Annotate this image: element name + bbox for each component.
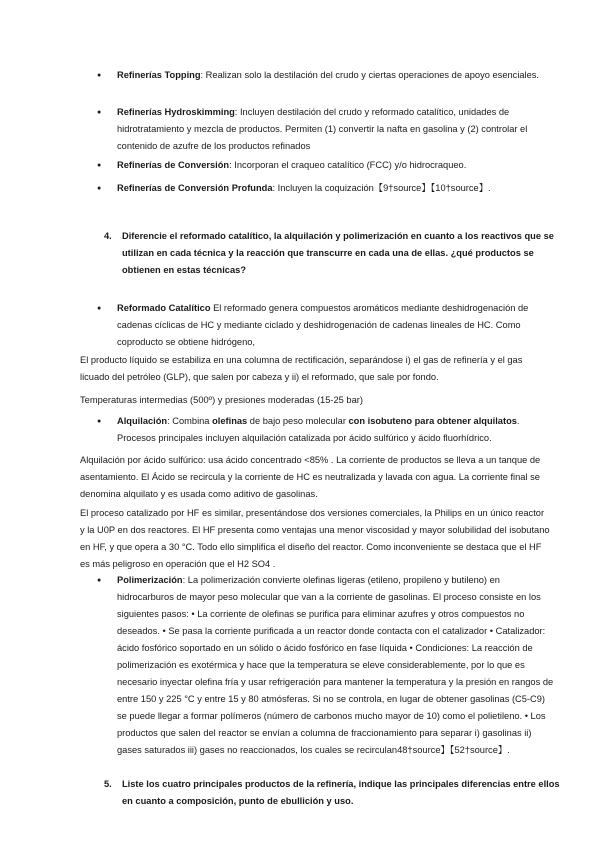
bullet-icon: ● <box>97 109 102 116</box>
bullet-icon: ● <box>97 72 102 79</box>
term: Alquilación <box>117 416 168 426</box>
bullet-icon: ● <box>97 185 102 192</box>
list-item-text <box>117 572 557 759</box>
term: Polimerización <box>117 575 183 585</box>
description: : Incorporan el craqueo catalítico (FCC) y/o hidrocraqueo. <box>229 160 467 170</box>
question-number: 5. <box>104 779 112 789</box>
list-item-text <box>117 300 557 351</box>
term: Reformado Catalítico <box>117 303 211 313</box>
bullet-icon: ● <box>97 577 102 584</box>
question-4-heading: Diferencie el reformado catalítico, la alquilación y polimerización en cuanto a los reactivos que se utilizan en cada técnica y la reacción que transcurre en cada una de ellas. ¿qué productos se obtienen en estas técnicas? <box>122 231 554 275</box>
list-item-text <box>117 413 557 447</box>
term: Refinerías de Conversión <box>117 160 230 170</box>
question-5-heading: Liste los cuatro principales productos de la refinería, indique las principales diferencias entre ellos en cuanto a composición, punto de ebullición y uso. <box>122 779 560 806</box>
emphasis: olefinas <box>212 416 248 426</box>
list-item-text <box>117 180 557 197</box>
description: : La polimerización convierte olefinas ligeras (etileno, propileno y butileno) en hidrocarburos de mayor peso molecular que van a la corriente de gasolinas. El proceso consiste en los siguientes pasos: • La corriente de olefinas se purifica para eliminar azufres y otros compuestos no deseados. • Se pasa la corriente purificada a un reactor donde contacta con el catalizador • Catalizador: ácido fosfórico soportado en un sólido o ácido fosfórico en fase líquida • Condiciones: La reacción de polimerización es exotérmica y hace que la temperatura se eleve considerablemente, por lo que es necesario inyectar olefina fría y usar refrigeración para mantener la temperatura y la presión en rangos de entre 150 y 225 °C y entre 15 y 80 atmósferas. Si no se controla, en lugar de obtener gasolinas (C5-C9) se puede llegar a formar polímeros (número de carbonos mucho mayor de 10) como el polietileno. • Los productos que salen del reactor se envían a columna de fraccionamiento para separar i) gasolinas ii) gases saturados iii) gases no reaccionados, los cuales se recirculan48†source】【52†source】. <box>117 575 554 755</box>
description-part: : Combina <box>167 416 213 426</box>
bullet-icon: ● <box>97 305 102 312</box>
question-number: 4. <box>104 231 112 241</box>
term: Refinerías Topping <box>117 70 201 80</box>
list-item-text <box>117 157 557 174</box>
paragraph-proceso-hf: El proceso catalizado por HF es similar, presentándose dos versiones comerciales, la Philips en un único reactor y la U0P en dos reactores. El HF presenta como ventajas una menor viscosidad y mayor solubilidad del isobutano en HF, y que opera a 30 °C. Todo ello simplifica el diseño del reactor. Como inconveniente se destaca que el HF es más peligroso en operación que el H2 SO4 . <box>80 508 550 569</box>
emphasis: con isobuteno para obtener alquilatos <box>348 416 517 426</box>
paragraph-producto-liquido: El producto líquido se estabiliza en una columna de rectificación, separándose i) el gas de refinería y el gas licuado del petróleo (GLP), que salen por cabeza y ii) el reformado, que sale por fondo. <box>80 355 523 382</box>
term: Refinerías de Conversión Profunda <box>117 183 273 193</box>
description: : Realizan solo la destilación del crudo y ciertas operaciones de apoyo esenciales. <box>200 70 540 80</box>
description: El reformado genera compuestos aromáticos mediante deshidrogenación de cadenas cíclicas de HC y mediante ciclado y deshidrogenación de cadenas lineales de HC. Como coproducto se obtiene hidrógeno, <box>117 303 529 347</box>
list-item-text <box>117 67 557 84</box>
term: Refinerías Hydroskimming <box>117 107 235 117</box>
description-part: de bajo peso molecular <box>247 416 349 426</box>
paragraph-acido-sulfurico: Alquilación por ácido sulfúrico: usa ácido concentrado <85% . La corriente de productos se lleva a un tanque de asentamiento. El Ácido se recircula y la corriente de HC es neutralizada y lavada con agua. La corriente final se denomina alquilato y es usada como aditivo de gasolinas. <box>80 455 541 499</box>
description-part: . Procesos principales incluyen alquilación catalizada por ácido sulfúrico y ácido fluorhídrico. <box>117 416 520 443</box>
bullet-icon: ● <box>97 418 102 425</box>
description: : Incluyen destilación del crudo y reformado catalítico, unidades de hidrotratamiento y mezcla de productos. Permiten (1) convertir la nafta en gasolina y (2) controlar el contenido de azufre de los productos refinados <box>117 107 528 151</box>
bullet-icon: ● <box>97 162 102 169</box>
description: : Incluyen la coquización【9†source】【10†source】. <box>272 183 491 193</box>
paragraph-temperaturas: Temperaturas intermedias (500º) y presiones moderadas (15-25 bar) <box>80 395 363 405</box>
list-item-text <box>117 104 557 155</box>
